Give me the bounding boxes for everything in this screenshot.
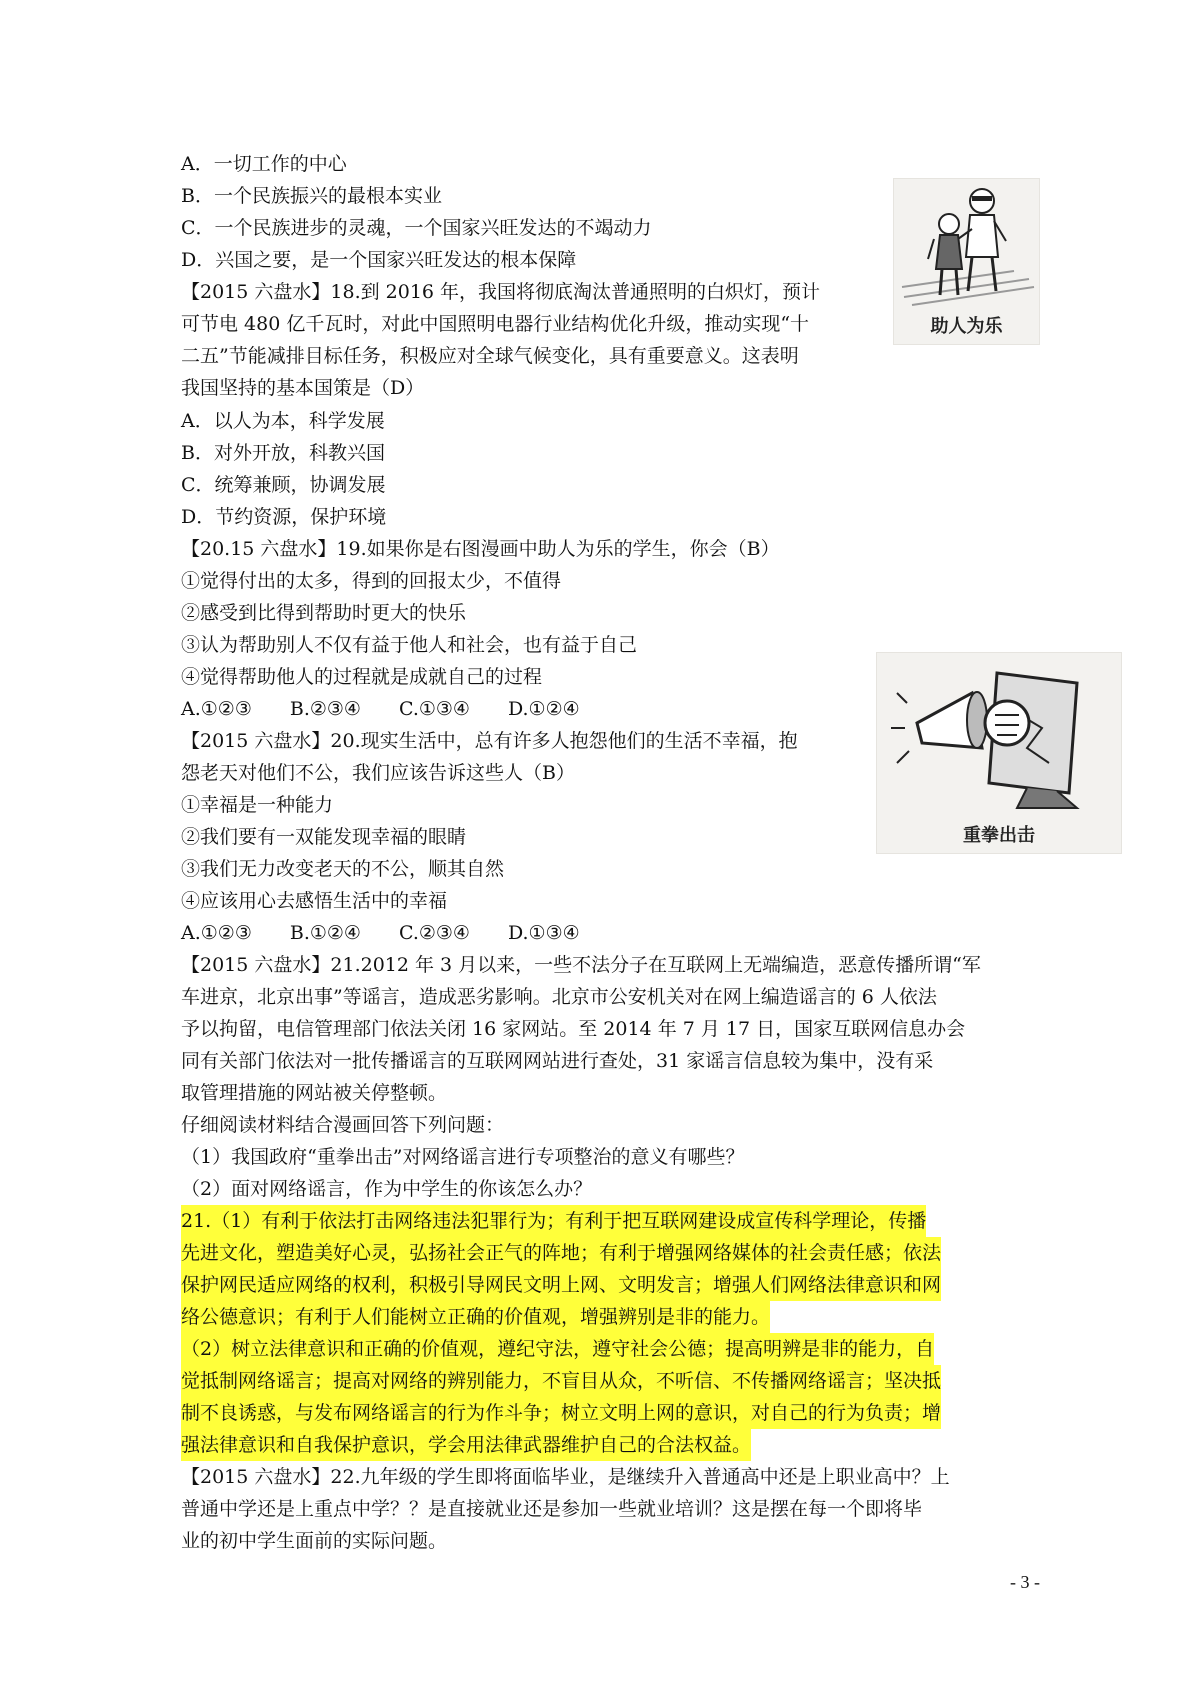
answer-line: 21.（1）有利于依法打击网络违法犯罪行为；有利于把互联网建设成宣传科学理论，传播	[181, 1205, 926, 1237]
text-line: 【2015 六盘水】20.现实生活中，总有许多人抱怨他们的生活不幸福，抱	[181, 730, 798, 752]
text-line: A．一切工作的中心	[181, 153, 347, 175]
answer-line: 保护网民适应网络的权利，积极引导网民文明上网、文明发言；增强人们网络法律意识和网	[181, 1269, 941, 1301]
fist-cartoon-illustration	[877, 653, 1121, 813]
text-line: 取管理措施的网站被关停整顿。	[181, 1082, 448, 1104]
cartoon-helping-others	[893, 178, 1040, 345]
cartoon-heavy-punch	[876, 652, 1122, 854]
text-line: ③我们无力改变老天的不公，顺其自然	[181, 858, 505, 880]
text-line: C．统筹兼顾，协调发展	[181, 474, 386, 496]
text-line: A．以人为本，科学发展	[181, 410, 385, 432]
text-line: 【20.15 六盘水】19.如果你是右图漫画中助人为乐的学生，你会（B）	[181, 538, 780, 560]
text-line: 二五”节能减排目标任务，积极应对全球气候变化，具有重要意义。这表明	[181, 345, 799, 367]
text-line: 同有关部门依法对一批传播谣言的互联网网站进行查处，31 家谣言信息较为集中，没有采	[181, 1050, 934, 1072]
helping-cartoon-illustration	[894, 179, 1039, 309]
text-line: 普通中学还是上重点中学？？是直接就业还是参加一些就业培训？这是摆在每一个即将毕	[181, 1498, 923, 1520]
answer-line: 络公德意识；有利于人们能树立正确的价值观，增强辨别是非的能力。	[181, 1301, 770, 1333]
text-line: D．兴国之要，是一个国家兴旺发达的根本保障	[181, 249, 577, 271]
text-line: 怨老天对他们不公，我们应该告诉这些人（B）	[181, 762, 575, 784]
text-line: ②感受到比得到帮助时更大的快乐	[181, 602, 467, 624]
text-line: （1）我国政府“重拳出击”对网络谣言进行专项整治的意义有哪些？	[181, 1146, 745, 1168]
text-line: ④应该用心去感悟生活中的幸福	[181, 890, 448, 912]
answer-line: 强法律意识和自我保护意识，学会用法律武器维护自己的合法权益。	[181, 1429, 751, 1461]
text-line: C．一个民族进步的灵魂，一个国家兴旺发达的不竭动力	[181, 217, 652, 239]
answer-line: 先进文化，塑造美好心灵，弘扬社会正气的阵地；有利于增强网络媒体的社会责任感；依法	[181, 1237, 941, 1269]
text-line: 【2015 六盘水】22.九年级的学生即将面临毕业，是继续升入普通高中还是上职业高中？上	[181, 1466, 950, 1488]
text-line: B．一个民族振兴的最根本实业	[181, 185, 442, 207]
text-line: 仔细阅读材料结合漫画回答下列问题：	[181, 1114, 505, 1136]
text-line: （2）面对网络谣言，作为中学生的你该怎么办？	[181, 1178, 593, 1200]
page-number: - 3 -	[1010, 1572, 1040, 1592]
text-line: ③认为帮助别人不仅有益于他人和社会，也有益于自己	[181, 634, 638, 656]
text-line: 我国坚持的基本国策是（D）	[181, 377, 425, 399]
text-line: D．节约资源，保护环境	[181, 506, 387, 528]
answer-line: （2）树立法律意识和正确的价值观，遵纪守法，遵守社会公德；提高明辨是非的能力，自	[181, 1333, 934, 1365]
text-line: ①幸福是一种能力	[181, 794, 334, 816]
text-line: ②我们要有一双能发现幸福的眼睛	[181, 826, 467, 848]
fist-caption: 重拳出击	[963, 825, 1035, 846]
text-line: ①觉得付出的太多，得到的回报太少，不值得	[181, 570, 562, 592]
text-line: 予以拘留，电信管理部门依法关闭 16 家网站。至 2014 年 7 月 17 日，国家互联网信息办会	[181, 1018, 966, 1040]
text-line: 【2015 六盘水】21.2012 年 3 月以来，一些不法分子在互联网上无端编造，恶意传播所谓“军	[181, 954, 981, 976]
text-line: ④觉得帮助他人的过程就是成就自己的过程	[181, 666, 543, 688]
text-line: A.①②③ B.②③④ C.①③④ D.①②④	[181, 698, 580, 720]
text-line: B．对外开放，科教兴国	[181, 442, 385, 464]
answer-line: 制不良诱惑，与发布网络谣言的行为作斗争；树立文明上网的意识，对自己的行为负责；增	[181, 1397, 941, 1429]
text-line: 车进京，北京出事”等谣言，造成恶劣影响。北京市公安机关对在网上编造谣言的 6 人依法	[181, 986, 937, 1008]
text-line: A.①②③ B.①②④ C.②③④ D.①③④	[181, 922, 580, 944]
text-line: 可节电 480 亿千瓦时，对此中国照明电器行业结构优化升级，推动实现“十	[181, 313, 810, 335]
helping-caption: 助人为乐	[930, 316, 1003, 337]
text-line: 【2015 六盘水】18.到 2016 年，我国将彻底淘汰普通照明的白炽灯，预计	[181, 281, 821, 303]
text-line: 业的初中学生面前的实际问题。	[181, 1530, 448, 1552]
answer-line: 觉抵制网络谣言；提高对网络的辨别能力，不盲目从众，不听信、不传播网络谣言；坚决抵	[181, 1365, 941, 1397]
